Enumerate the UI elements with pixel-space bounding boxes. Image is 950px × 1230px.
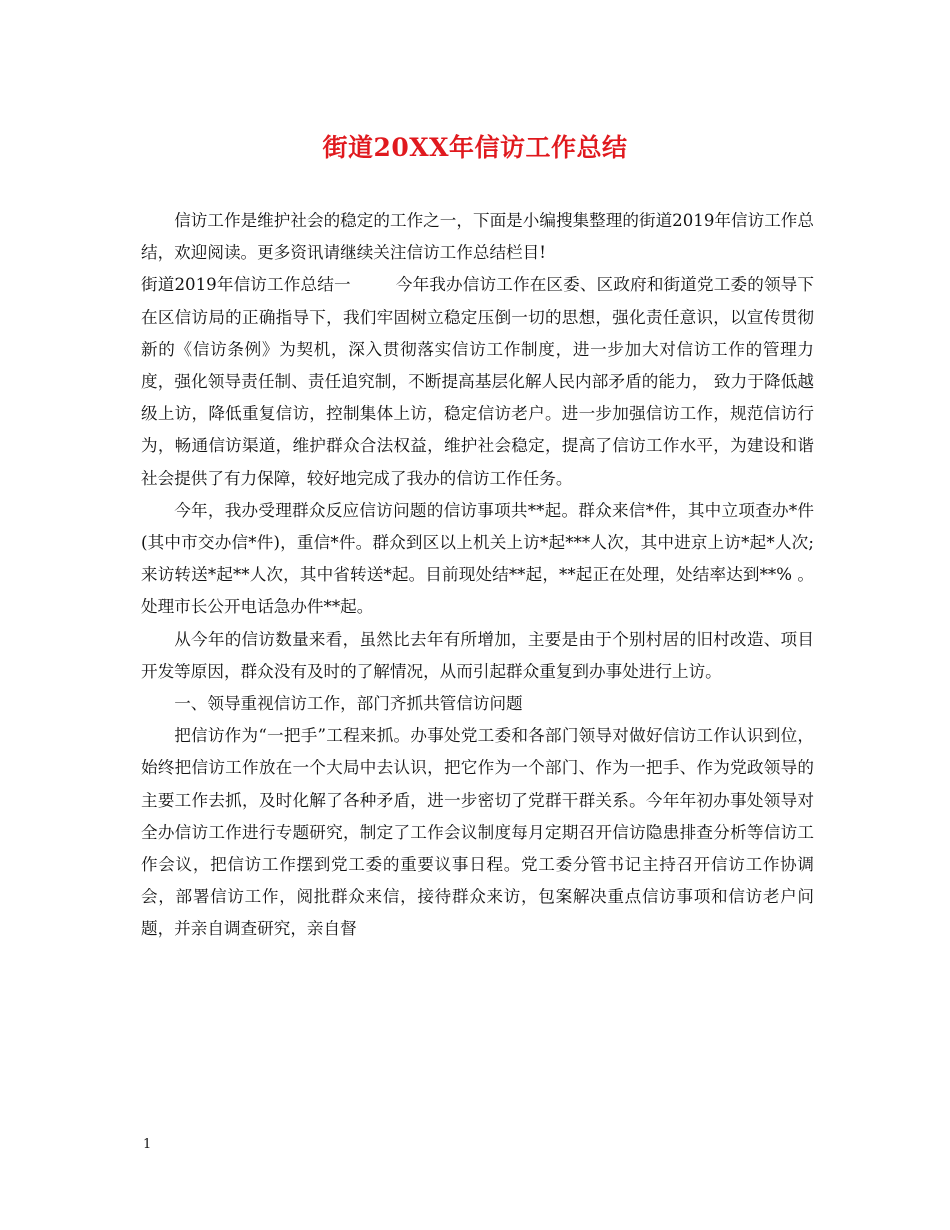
document-title: 街道20XX年信访工作总结 — [322, 133, 628, 162]
page-number: 1 — [143, 1137, 152, 1152]
section-label: 街道2019年信访工作总结一 — [141, 275, 351, 295]
leadership-paragraph: 把信访作为“一把手”工程来抓。办事处党工委和各部门领导对做好信访工作认识到位，始终把信访工作放在一个大局中去认识，把它作为一个部门、作为一把手、作为党政领导的主要工作去抓，及时化解了各种矛盾，进一步密切了党群干群关系。今年年初办事处领导对全办信访工作进行专题研究，制定了工作会议制度每月定期召开信访隐患排查分析等信访工作会议，把信访工作摆到党工委的重要议事日程。党工委分管书记主持召开信访工作协调会，部署信访工作，阅批群众来信，接待群众来访，包案解决重点信访事项和信访老户问题，并亲自调查研究，亲自督 — [141, 726, 814, 939]
intro-paragraph: 信访工作是维护社会的稳定的工作之一，下面是小编搜集整理的街道2019年信访工作总结，欢迎阅读。更多资讯请继续关注信访工作总结栏目! — [141, 211, 814, 263]
analysis-paragraph: 从今年的信访数量来看，虽然比去年有所增加，主要是由于个别村居的旧村改造、项目开发等原因，群众没有及时的了解情况，从而引起群众重复到办事处进行上访。 — [141, 629, 814, 681]
summary-paragraph — [141, 269, 814, 494]
document-body — [141, 205, 814, 946]
statistics-paragraph: 今年，我办受理群众反应信访问题的信访事项共**起。群众来信*件，其中立项查办*件(其中市交办信*件)，重信*件。群众到区以上机关上访*起***人次，其中进京上访*起*人次;来访转送*起**人次，其中省转送*起。目前现处结**起，**起正在处理，处结率达到**% 。处理市长公开电话急办件**起。 — [141, 500, 814, 617]
section-heading: 一、领导重视信访工作，部门齐抓共管信访问题 — [174, 694, 523, 714]
summary-text: 今年我办信访工作在区委、区政府和街道党工委的领导下在区信访局的正确指导下，我们牢固树立稳定压倒一切的思想，强化责任意识，以宣传贯彻新的《信访条例》为契机，深入贯彻落实信访工作制度，进一步加大对信访工作的管理力度，强化领导责任制、责任追究制，不断提高基层化解人民内部矛盾的能力， 致力于降低越级上访，降低重复信访，控制集体上访，稳定信访老户。进一步加强信访工作，规范信访行为，畅通信访渠道，维护群众合法权益，维护社会稳定，提高了信访工作水平，为建设和谐社会提供了有力保障，较好地完成了我办的信访工作任务。 — [141, 275, 815, 488]
